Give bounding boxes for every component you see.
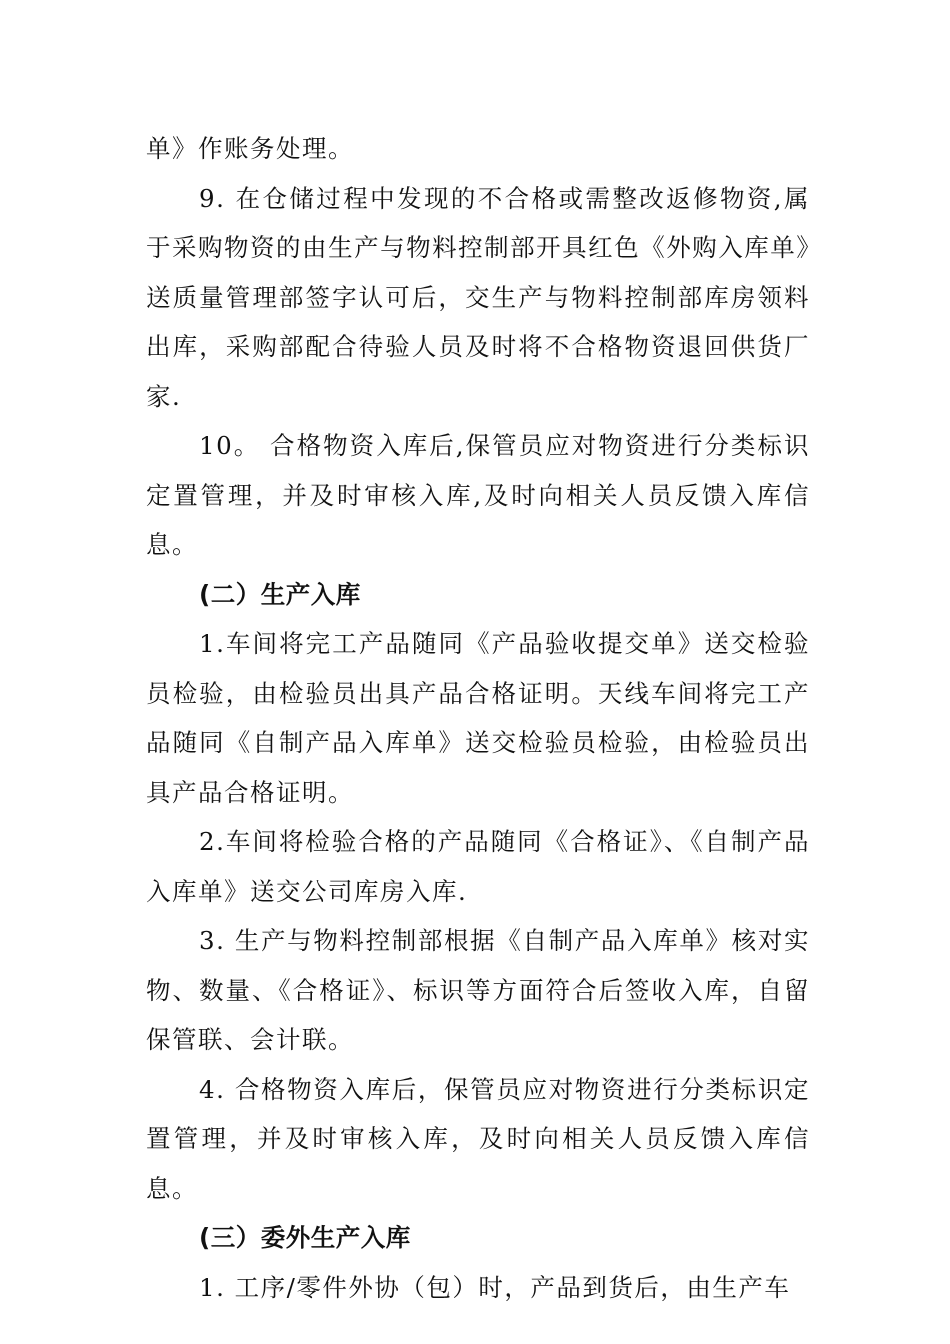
paragraph-production-item-4: 4. 合格物资入库后，保管员应对物资进行分类标识定置管理，并及时审核入库，及时向相关人员反馈入库信息。 xyxy=(146,1074,810,1203)
paragraph-outsourced-item-1: 1. 工序/零件外协（包）时，产品到货后，由生产车 xyxy=(199,1272,791,1302)
paragraph-item-9: 9. 在仓储过程中发现的不合格或需整改返修物资,属于采购物资的由生产与物料控制部开具红色《外购入库单》送质量管理部签字认可后，交生产与物料控制部库房领料出库，采购部配合待验人员及时将不合格物资退回供货厂家. xyxy=(146,183,810,411)
paragraph-production-item-1: 1.车间将完工产品随同《产品验收提交单》送交检验员检验，由检验员出具产品合格证明。天线车间将完工产品随同《自制产品入库单》送交检验员检验，由检验员出具产品合格证明。 xyxy=(146,629,810,807)
document-body xyxy=(146,124,810,1312)
paragraph-production-item-2: 2.车间将检验合格的产品随同《合格证》、《自制产品入库单》送交公司库房入库. xyxy=(146,827,810,906)
section-heading-production-warehousing: (二）生产入库 xyxy=(199,579,361,609)
paragraph-continuation: 单》作账务处理。 xyxy=(146,134,354,163)
paragraph-item-10: 10。 合格物资入库后,保管员应对物资进行分类标识定置管理，并及时审核入库,及时向相关人员反馈入库信息。 xyxy=(146,431,810,559)
paragraph-production-item-3: 3. 生产与物料控制部根据《自制产品入库单》核对实物、数量、《合格证》、标识等方面符合后签收入库，自留保管联、会计联。 xyxy=(146,926,810,1054)
section-heading-outsourced-production: (三）委外生产入库 xyxy=(199,1223,411,1252)
